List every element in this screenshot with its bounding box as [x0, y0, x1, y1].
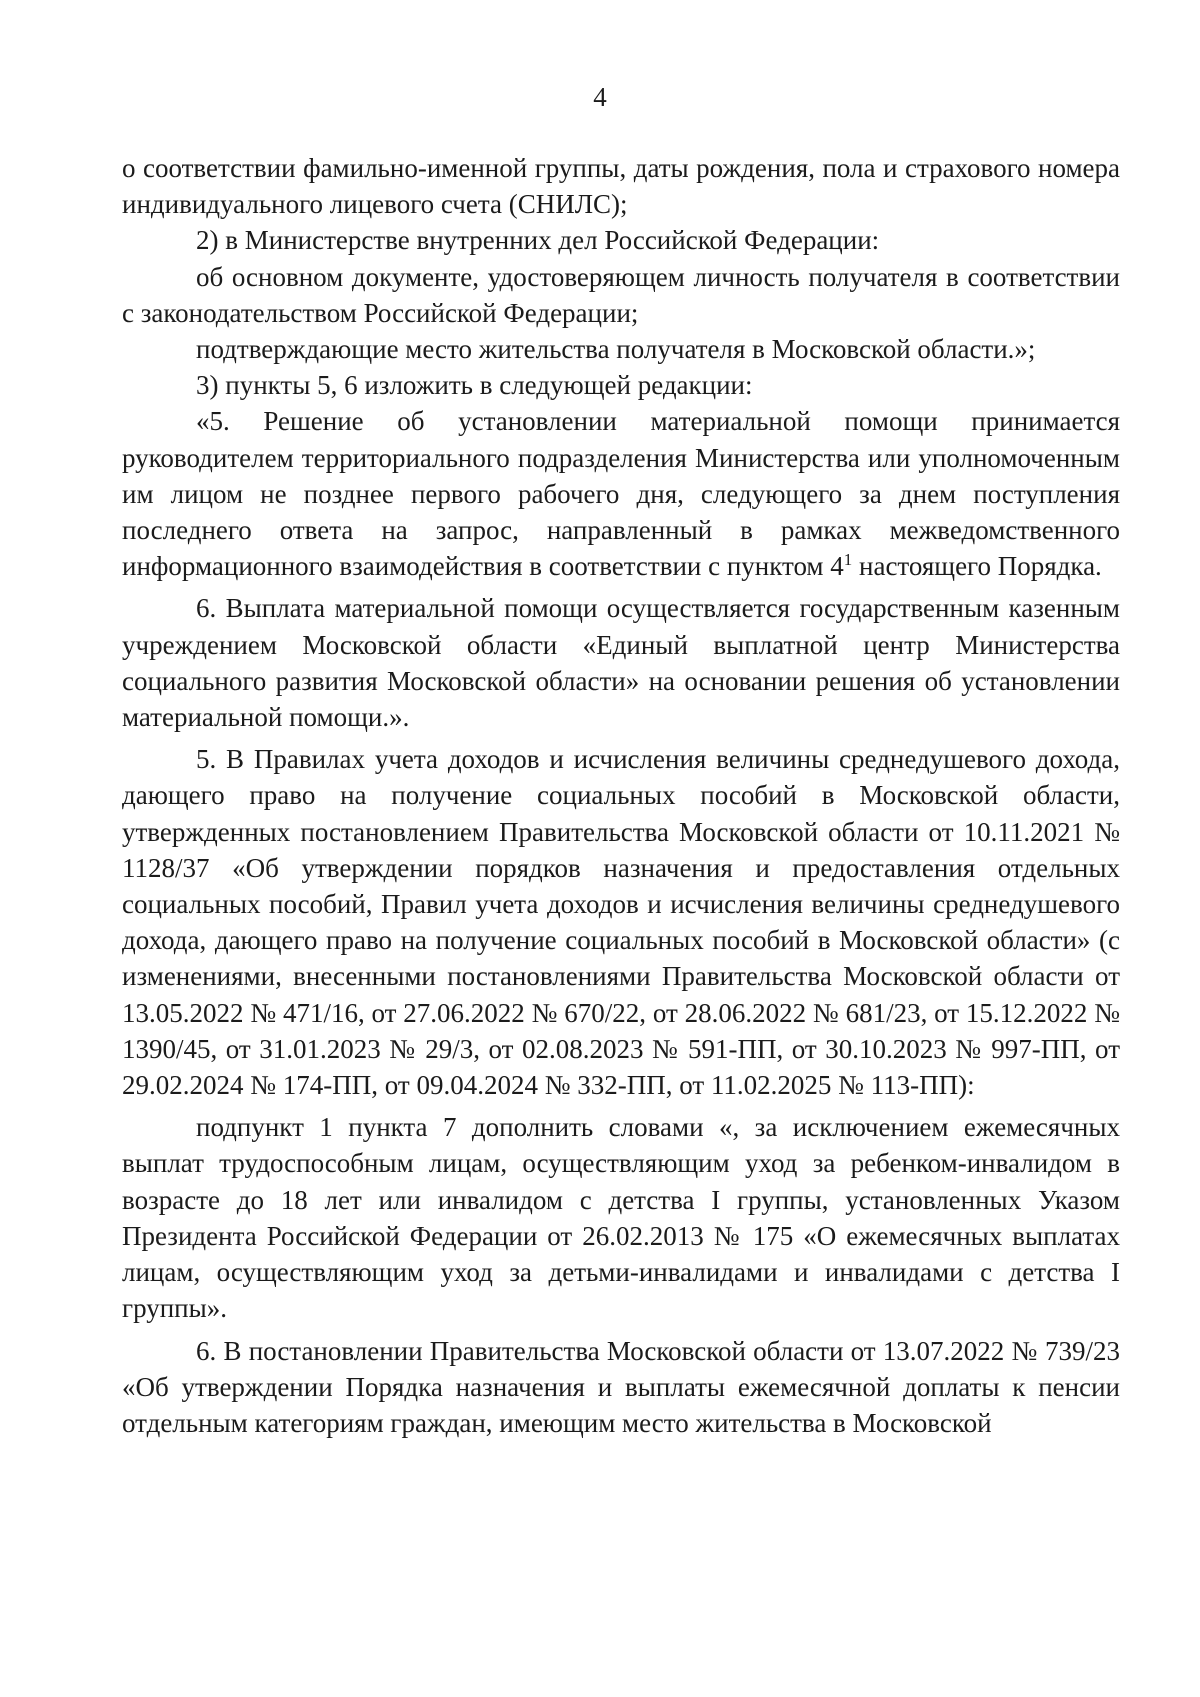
- paragraph-residence-confirmation: подтверждающие место жительства получателя в Московской области.»;: [196, 334, 1036, 365]
- paragraph-item-3: 3) пункты 5, 6 изложить в следующей редакции:: [196, 370, 753, 401]
- paragraph-point-5-decision: [122, 403, 1120, 584]
- document-body: [122, 150, 1120, 1441]
- point-5-text: «5. Решение об установлении материальной помощи принимается руководителем территориального подразделения Министерства или уполномоченным им лицом не позднее первого рабочего дня, следующего за днем поступления последнего ответа на запрос, направленный в рамках межведомственного информационного взаимодействия в соответствии с пунктом 4: [122, 406, 1120, 582]
- paragraph-snils-continuation: о соответствии фамильно-именной группы, даты рождения, пола и страхового номера индивидуального лицевого счета (СНИЛС);: [122, 153, 1120, 220]
- paragraph-identity-document: об основном документе, удостоверяющем личность получателя в соответствии с законодательством Российской Федерации;: [122, 261, 1120, 328]
- paragraph-section-5-rules: 5. В Правилах учета доходов и исчисления величины среднедушевого дохода, дающего право на получение социальных пособий в Московской области, утвержденных постановлением Правительства Московской области от 10.11.2021 № 1128/37 «Об утверждении порядков назначения и предоставления отдельных социальных пособий, Правил учета доходов и исчисления величины среднедушевого дохода, дающего право на получение социальных пособий в Московской области» (с изменениями, внесенными постановлениями Правительства Московской области от 13.05.2022 № 471/16, от 27.06.2022 № 670/22, от 28.06.2022 № 681/23, от 15.12.2022 № 1390/45, от 31.01.2023 № 29/3, от 02.08.2023 № 591-ПП, от 30.10.2023 № 997-ПП, от 29.02.2024 № 174-ПП, от 09.04.2024 № 332-ПП, от 11.02.2025 № 113-ПП):: [122, 744, 1120, 1101]
- paragraph-point-6-payment: 6. Выплата материальной помощи осуществляется государственным казенным учреждением Московской области «Единый выплатной центр Министерства социального развития Московской области» на основании решения об установлении материальной помощи.».: [122, 593, 1120, 733]
- page-number: 4: [593, 82, 607, 112]
- paragraph-mvd-heading: 2) в Министерстве внутренних дел Российской Федерации:: [196, 225, 880, 256]
- point-5-text-end: настоящего Порядка.: [852, 551, 1102, 582]
- paragraph-section-6-resolution: 6. В постановлении Правительства Московской области от 13.07.2022 № 739/23 «Об утверждении Порядка назначения и выплаты ежемесячной доплаты к пенсии отдельным категориям граждан, имеющим место жительства в Московской: [122, 1335, 1120, 1438]
- point-5-superscript: 1: [843, 550, 853, 570]
- paragraph-subitem-1-amendment: подпункт 1 пункта 7 дополнить словами «, за исключением ежемесячных выплат трудоспособным лицам, осуществляющим уход за ребенком-инвалидом в возрасте до 18 лет или инвалидом с детства I группы, установленных Указом Президента Российской Федерации от 26.02.2013 № 175 «О ежемесячных выплатах лицам, осуществляющим уход за детьми-инвалидами и инвалидами с детства I группы».: [122, 1112, 1120, 1324]
